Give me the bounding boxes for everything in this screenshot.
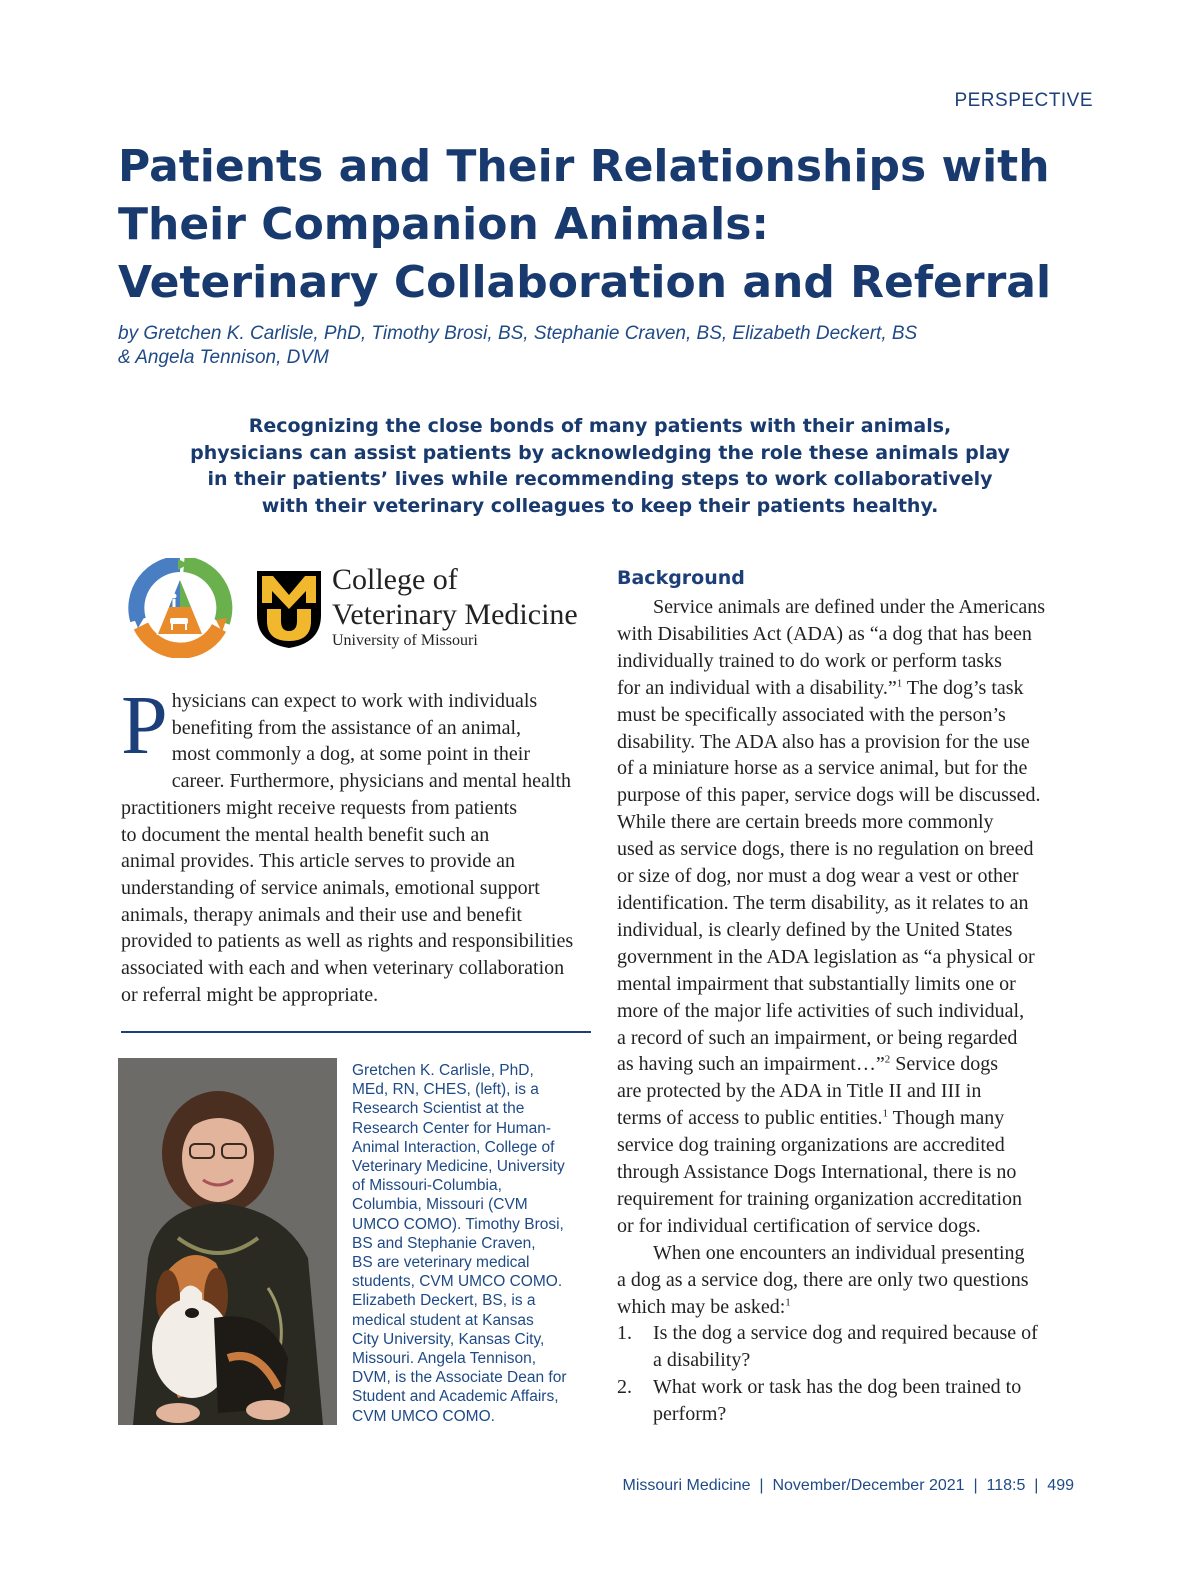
body-line: identification. The term disability, as it relates to an: [617, 891, 1029, 914]
body-line-with-ref: [617, 1051, 1097, 1078]
list-number: 2.: [617, 1376, 632, 1399]
body-text: Though many: [887, 1107, 1005, 1130]
body-line: or size of dog, nor must a dog wear a vest or other: [617, 865, 1019, 888]
body-text: as having such an impairment…”: [617, 1053, 885, 1076]
reference-marker[interactable]: 1: [896, 677, 903, 690]
reference-marker[interactable]: 2: [884, 1053, 891, 1066]
title-line: Veterinary Collaboration and Referral: [118, 257, 1052, 308]
title-line: Their Companion Animals:: [118, 199, 769, 250]
body-text: The dog’s task: [902, 676, 1024, 699]
section-divider: [121, 1031, 591, 1033]
one-health-logo: [124, 558, 236, 658]
bio-line: MEd, RN, CHES, (left), is a: [352, 1081, 539, 1099]
bio-line: UMCO COMO). Timothy Brosi,: [352, 1215, 564, 1233]
intro-line: benefiting from the assistance of an animal,: [171, 716, 522, 739]
lead-line: physicians can assist patients by acknowledging the role these animals play: [190, 441, 1010, 464]
article-title: [118, 138, 1078, 312]
intro-line: practitioners might receive requests from patients: [121, 796, 517, 819]
page-footer: Missouri Medicine | November/December 2021 | 118:5 | 499: [622, 1477, 1074, 1494]
list-item: [617, 1374, 1097, 1401]
body-line: government in the ADA legislation as “a physical or: [617, 945, 1035, 968]
bio-line: Gretchen K. Carlisle, PhD,: [352, 1062, 534, 1079]
intro-paragraph: [121, 679, 601, 1008]
body-line: individual, is clearly defined by the United States: [617, 918, 1013, 941]
list-number: 1.: [617, 1322, 632, 1345]
list-text: perform?: [653, 1403, 727, 1426]
bio-line: Student and Academic Affairs,: [352, 1388, 559, 1406]
bio-line: DVM, is the Associate Dean for: [352, 1369, 567, 1387]
intro-line: most commonly a dog, at some point in their: [171, 743, 531, 766]
byline-line: & Angela Tennison, DVM: [118, 347, 329, 368]
bio-line: students, CVM UMCO COMO.: [352, 1273, 563, 1291]
body-line: with Disabilities Act (ADA) as “a dog that has been: [617, 622, 1032, 645]
dropcap: P: [121, 679, 168, 772]
lead-line: in their patients’ lives while recommending steps to work collaboratively: [207, 468, 993, 490]
intro-line: to document the mental health benefit such an: [121, 823, 490, 846]
bio-line: BS are veterinary medical: [352, 1254, 530, 1272]
bio-line: Elizabeth Deckert, BS, is a: [352, 1292, 536, 1310]
bio-line: medical student at Kansas: [352, 1311, 534, 1329]
body-line: service dog training organizations are accredited: [617, 1134, 1005, 1157]
intro-line: provided to patients as well as rights and responsibilities: [121, 930, 574, 953]
title-line: Patients and Their Relationships with: [118, 141, 1050, 192]
list-item-continued: [617, 1401, 1097, 1428]
bio-line: City University, Kansas City,: [352, 1330, 545, 1348]
list-item: [617, 1320, 1097, 1347]
body-line-with-ref: [617, 675, 1097, 702]
body-text: terms of access to public entities.: [617, 1107, 883, 1130]
intro-line: animal provides. This article serves to provide an: [121, 850, 515, 873]
body-line-with-ref: [617, 1105, 1097, 1132]
background-heading: Background: [617, 567, 745, 589]
body-line: more of the major life activities of such individual,: [617, 999, 1025, 1022]
body-line: a record of such an impairment, or being regarded: [617, 1026, 1018, 1049]
intro-line: career. Furthermore, physicians and mental health: [171, 770, 572, 793]
body-line: mental impairment that substantially limits one or: [617, 972, 1016, 995]
byline-line: by Gretchen K. Carlisle, PhD, Timothy Brosi, BS, Stephanie Craven, BS, Elizabeth Deckert, BS: [118, 323, 918, 344]
body-line: must be specifically associated with the person’s: [617, 703, 1006, 726]
bio-line: Research Scientist at the: [352, 1100, 525, 1118]
bio-line: Columbia, Missouri (CVM: [352, 1196, 528, 1214]
college-university: University of Missouri: [332, 632, 478, 649]
body-line: individually trained to do work or perform tasks: [617, 649, 1002, 672]
intro-line: associated with each and when veterinary collaboration: [121, 957, 565, 980]
body-text: which may be asked:: [617, 1295, 786, 1318]
author-photo: [118, 1058, 337, 1425]
body-line: While there are certain breeds more commonly: [617, 811, 994, 834]
bio-line: Missouri. Angela Tennison,: [352, 1350, 537, 1368]
body-line: a dog as a service dog, there are only two questions: [617, 1268, 1029, 1291]
reference-marker[interactable]: 1: [882, 1107, 888, 1120]
byline: [118, 322, 1078, 370]
bio-line: BS and Stephanie Craven,: [352, 1234, 536, 1252]
body-line: purpose of this paper, service dogs will be discussed.: [617, 784, 1041, 807]
list-text: a disability?: [653, 1349, 751, 1372]
college-line-2: Veterinary Medicine: [332, 598, 578, 631]
college-line-1: College of: [332, 563, 458, 596]
reference-marker[interactable]: 1: [785, 1295, 791, 1308]
list-text: What work or task has the dog been trained to: [653, 1376, 1022, 1399]
list-item-continued: [617, 1347, 1097, 1374]
body-line: used as service dogs, there is no regulation on breed: [617, 838, 1034, 861]
body-line-with-ref: [617, 1294, 1097, 1321]
lead-line: Recognizing the close bonds of many patients with their animals,: [248, 415, 952, 437]
body-text: Service dogs: [890, 1053, 998, 1076]
author-bio: [352, 1061, 602, 1426]
body-line: of a miniature horse as a service animal, but for the: [617, 757, 1028, 780]
bio-line: of Missouri-Columbia,: [352, 1177, 502, 1195]
intro-line: or referral might be appropriate.: [121, 983, 379, 1006]
bio-line: Veterinary Medicine, University: [352, 1158, 565, 1176]
mizzou-mu-logo: [255, 569, 323, 649]
lead-line: with their veterinary colleagues to keep their patients healthy.: [261, 494, 939, 517]
body-line: are protected by the ADA in Title II and III in: [617, 1080, 982, 1103]
lead-summary: [140, 413, 1060, 519]
body-line: When one encounters an individual presenting: [653, 1241, 1025, 1264]
background-text: [617, 594, 1097, 1428]
intro-line: understanding of service animals, emotional support: [121, 876, 540, 899]
college-name: [332, 562, 578, 650]
intro-line: animals, therapy animals and their use and benefit: [121, 903, 522, 926]
body-text: for an individual with a disability.”: [617, 676, 897, 699]
body-line: disability. The ADA also has a provision for the use: [617, 730, 1030, 753]
intro-line: hysicians can expect to work with individuals: [171, 690, 538, 712]
bio-line: CVM UMCO COMO.: [352, 1407, 495, 1425]
body-line: through Assistance Dogs International, there is no: [617, 1161, 1017, 1184]
body-line: or for individual certification of service dogs.: [617, 1214, 981, 1237]
body-line: requirement for training organization accreditation: [617, 1187, 1023, 1210]
section-label: PERSPECTIVE: [954, 90, 1093, 111]
list-text: Is the dog a service dog and required because of: [653, 1322, 1038, 1345]
bio-line: Animal Interaction, College of: [352, 1138, 555, 1156]
bio-line: Research Center for Human-: [352, 1119, 551, 1137]
body-line: Service animals are defined under the Americans: [653, 596, 1046, 618]
